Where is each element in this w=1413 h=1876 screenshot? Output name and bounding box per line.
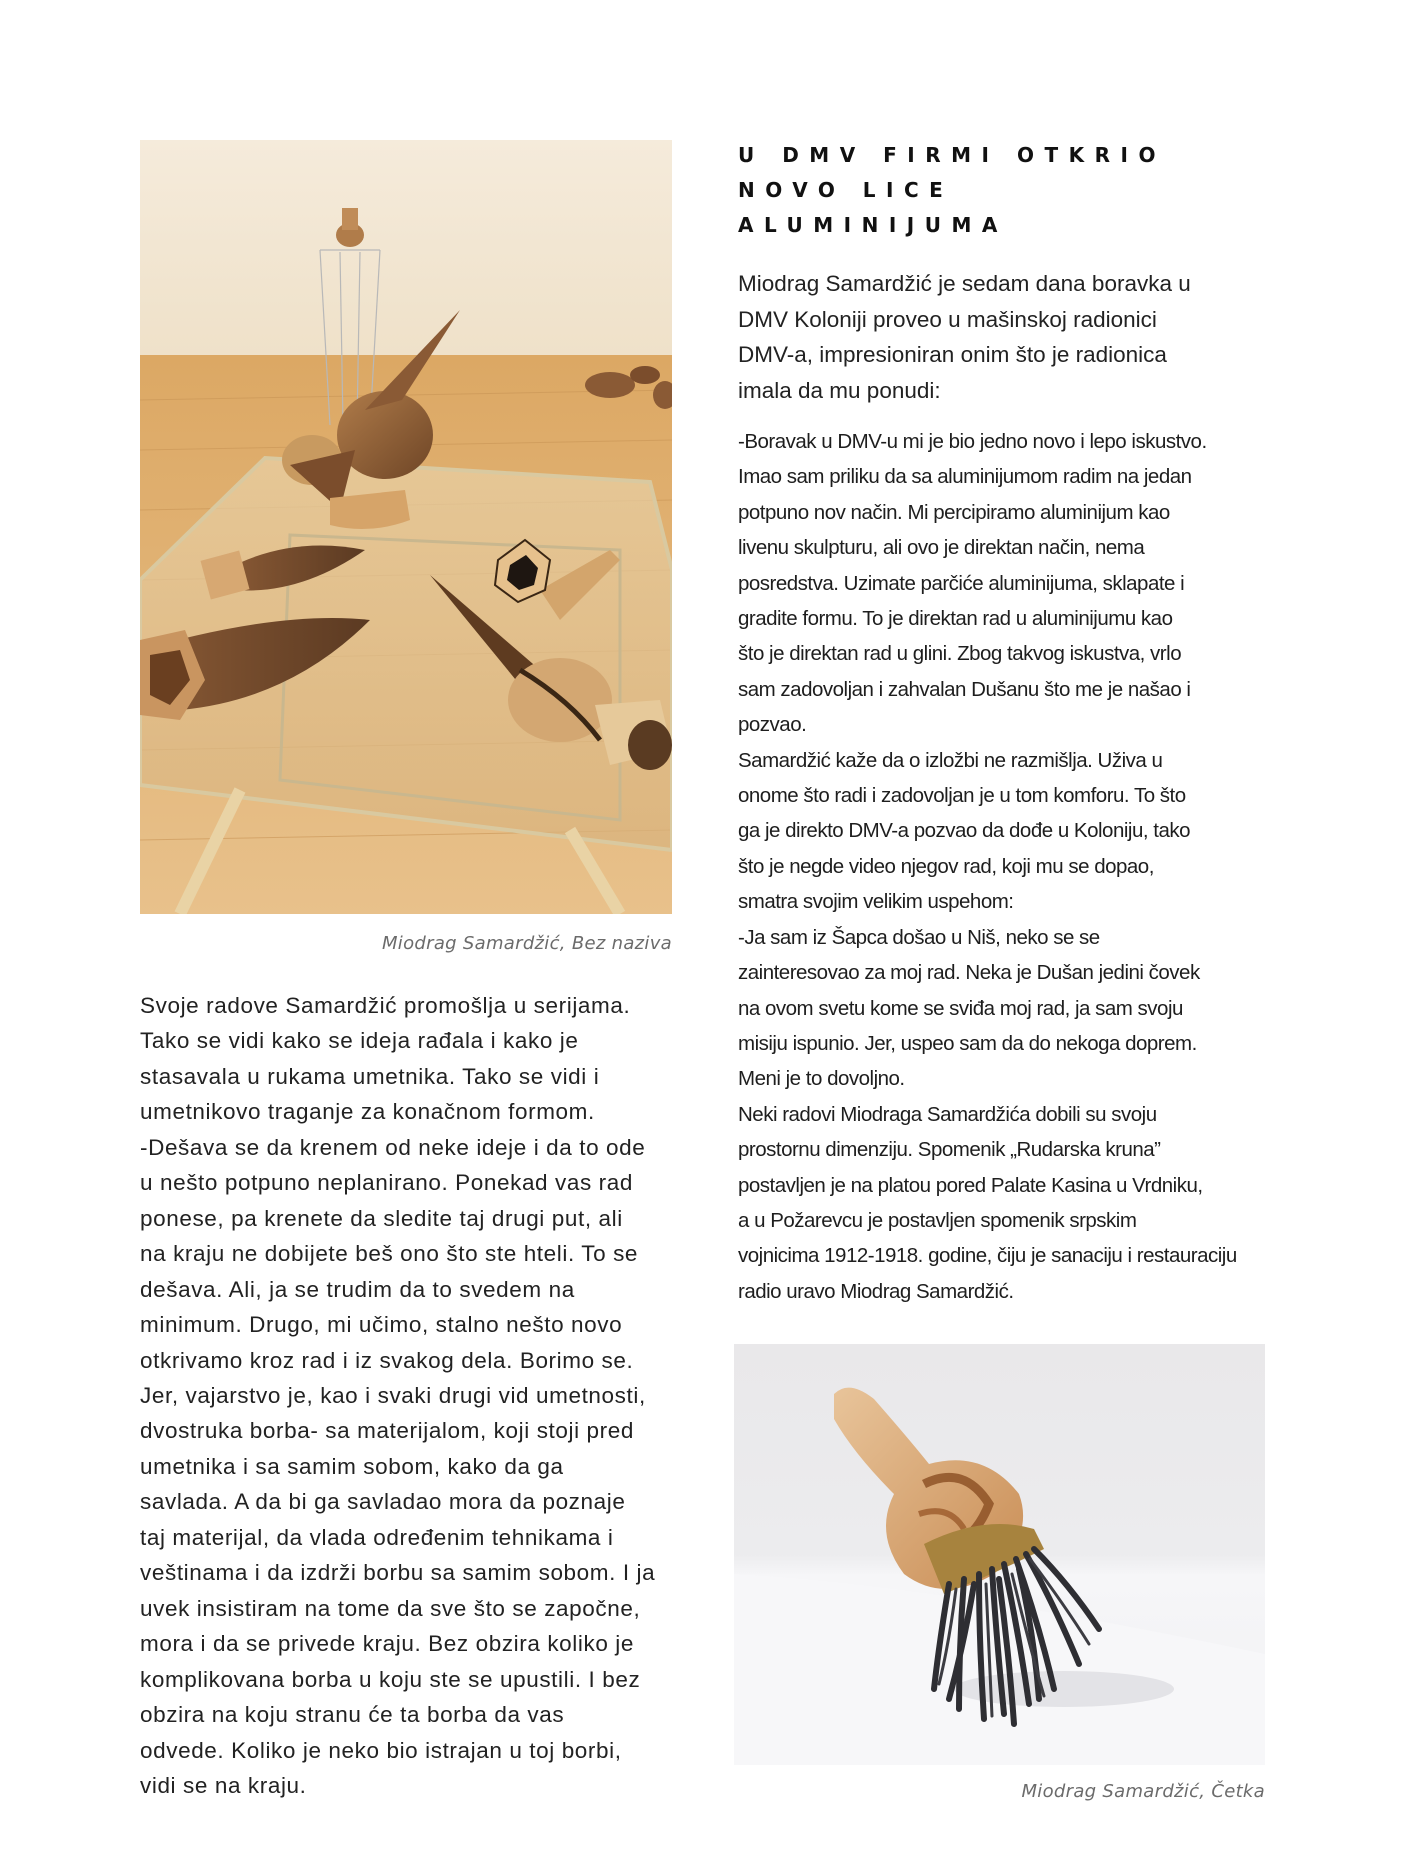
figure-caption-left: Miodrag Samardžić, Bez naziva (381, 933, 672, 954)
text-line: odvede. Koliko je neko bio istrajan u toj borbi, (140, 1737, 622, 1763)
text-line: onome što radi i zadovoljan je u tom komforu. To što (738, 784, 1186, 808)
text-line: umetnika i sa samim sobom, kako da ga (140, 1453, 564, 1479)
text-line: stasavala u rukama umetnika. Tako se vidi i (140, 1063, 600, 1089)
text-line: -Ja sam iz Šapca došao u Niš, neko se se (738, 925, 1100, 949)
text-line: radio uravo Miodrag Samardžić. (738, 1279, 1014, 1303)
text-line: ponese, pa krenete da sledite taj drugi put, ali (140, 1205, 623, 1231)
sculpture-installation-illustration (140, 140, 672, 914)
text-line: Samardžić kaže da o izložbi ne razmišlja. Uživa u (738, 748, 1163, 772)
text-line: ga je direkto DMV-a pozvao da dođe u Koloniju, tako (738, 819, 1190, 843)
text-line: imala da mu ponudi: (738, 377, 941, 403)
text-line: gradite formu. To je direktan rad u aluminijumu kao (738, 607, 1173, 631)
text-line: na ovom svetu kome se sviđa moj rad, ja sam svoju (738, 996, 1183, 1020)
left-column-text (140, 988, 700, 1803)
text-line: u nešto potpuno neplanirano. Ponekad vas rad (140, 1170, 633, 1196)
text-line: što je direktan rad u glini. Zbog takvog iskustva, vrlo (738, 642, 1182, 666)
text-line: DMV-a, impresioniran onim što je radionica (738, 342, 1167, 368)
text-line: što je negde video njegov rad, koji mu se dopao, (738, 854, 1154, 878)
heading-line: U DMV FIRMI OTKRIO (738, 143, 1166, 167)
text-line: smatra svojim velikim uspehom: (738, 890, 1014, 914)
text-line: obzira na koju stranu će ta borba da vas (140, 1702, 565, 1728)
intro-paragraph (738, 266, 1278, 408)
text-line: Miodrag Samardžić je sedam dana boravka u (738, 271, 1191, 296)
text-line: a u Požarevcu je postavljen spomenik srpskim (738, 1208, 1137, 1232)
text-line: -Dešava se da krenem od neke ideje i da to ode (140, 1134, 646, 1160)
text-line: minimum. Drugo, mi učimo, stalno nešto novo (140, 1312, 623, 1338)
photo-cetka (734, 1344, 1265, 1765)
text-line: savlada. A da bi ga savladao mora da poznaje (140, 1489, 626, 1515)
text-line: livenu skulpturu, ali ovo je direktan način, nema (738, 536, 1145, 560)
text-line: umetnikovo traganje za konačnom formom. (140, 1099, 595, 1125)
text-line: taj materijal, da vlada određenim tehnikama i (140, 1524, 614, 1550)
text-line: Svoje radove Samardžić promošlja u serijama. (140, 993, 631, 1018)
text-line: -Boravak u DMV-u mi je bio jedno novo i lepo iskustvo. (738, 430, 1207, 453)
text-line: dešava. Ali, ja se trudim da to svedem na (140, 1276, 575, 1302)
heading-line: ALUMINIJUMA (738, 213, 1008, 237)
text-line: pozvao. (738, 713, 807, 737)
text-line: uvek insistiram na tome da sve što se započne, (140, 1595, 641, 1621)
text-line: komplikovana borba u koju ste se upustili. I bez (140, 1666, 641, 1692)
text-line: vidi se na kraju. (140, 1772, 307, 1798)
text-line: zainteresovao za moj rad. Neka je Dušan jedini čovek (738, 961, 1200, 985)
text-line: Jer, vajarstvo je, kao i svaki drugi vid umetnosti, (140, 1382, 646, 1408)
text-line: otkrivamo kroz rad i iz svakog dela. Borimo se. (140, 1347, 634, 1373)
article-heading (738, 138, 1166, 243)
brush-sculpture-illustration (734, 1344, 1265, 1765)
text-line: Meni je to dovoljno. (738, 1067, 905, 1091)
text-line: veštinama i da izdrži borbu sa samim sobom. I ja (140, 1560, 656, 1586)
text-line: misiju ispunio. Jer, uspeo sam da do nekoga doprem. (738, 1031, 1197, 1055)
text-line: DMV Koloniji proveo u mašinskoj radionici (738, 306, 1157, 332)
text-line: prostornu dimenziju. Spomenik „Rudarska kruna” (738, 1138, 1161, 1162)
right-column-text (738, 424, 1283, 1309)
text-line: na kraju ne dobijete beš ono što ste hteli. To se (140, 1241, 639, 1267)
text-line: dvostruka borba- sa materijalom, koji stoji pred (140, 1418, 634, 1444)
heading-line: NOVO LICE (738, 178, 954, 202)
text-line: sam zadovoljan i zahvalan Dušanu što me je našao i (738, 677, 1191, 701)
text-line: potpuno nov način. Mi percipiramo aluminijum kao (738, 500, 1170, 524)
text-line: mora i da se privede kraju. Bez obzira koliko je (140, 1631, 635, 1657)
figure-caption-right: Miodrag Samardžić, Četka (1021, 1781, 1265, 1802)
text-line: Tako se vidi kako se ideja rađala i kako je (140, 1028, 579, 1054)
photo-bez-naziva (140, 140, 672, 914)
text-line: vojnicima 1912-1918. godine, čiju je sanaciju i restauraciju (738, 1244, 1237, 1268)
text-line: Imao sam priliku da sa aluminijumom radim na jedan (738, 465, 1192, 489)
text-line: postavljen je na platou pored Palate Kasina u Vrdniku, (738, 1173, 1203, 1197)
text-line: Neki radovi Miodraga Samardžića dobili su svoju (738, 1102, 1157, 1126)
text-line: posredstva. Uzimate parčiće aluminijuma, sklapate i (738, 571, 1185, 595)
